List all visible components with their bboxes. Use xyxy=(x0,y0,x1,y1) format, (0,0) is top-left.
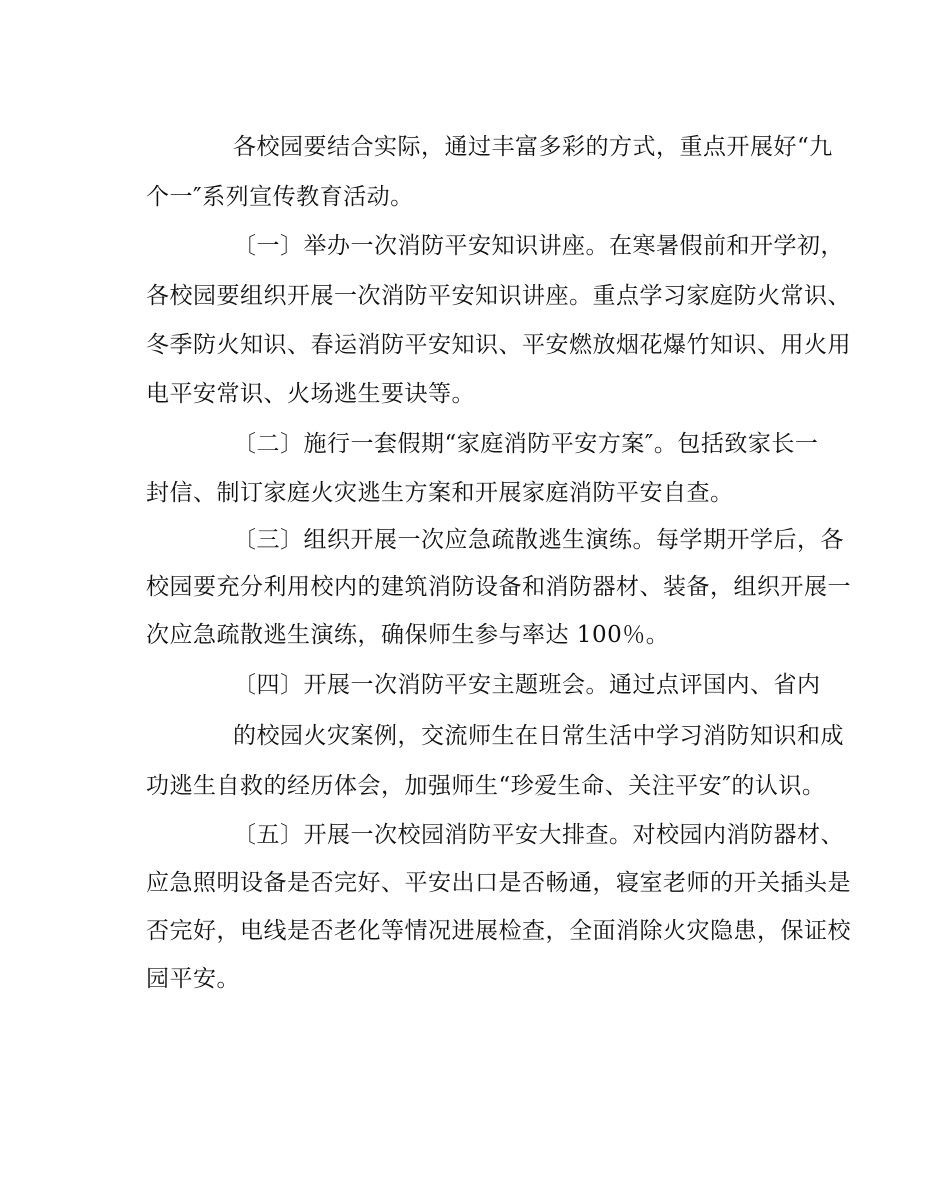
text-line-14: 功逃生自救的经历体会，加强师生“珍爱生命、关注平安″的认识。 xyxy=(146,773,826,799)
text-line-7: 〔二〕施行一套假期“家庭消防平安方案″。包括致家长一 xyxy=(233,431,819,457)
text-line-5: 冬季防火知识、春运消防平安知识、平安燃放烟花爆竹知识、用火用 xyxy=(146,332,851,358)
text-line-2: 个一″系列宣传教育活动。 xyxy=(146,184,414,210)
text-line-6: 电平安常识、火场逃生要诀等。 xyxy=(146,381,475,407)
text-line-12: 〔四〕开展一次消防平安主题班会。通过点评国内、省内 xyxy=(233,672,821,698)
text-line-15: 〔五〕开展一次校园消防平安大排查。对校园内消防器材、 xyxy=(233,822,844,848)
text-line-8: 封信、制订家庭火灾逃生方案和开展家庭消防平安自查。 xyxy=(146,480,734,506)
text-line-1: 各校园要结合实际，通过丰富多彩的方式，重点开展好“九 xyxy=(233,134,833,160)
text-line-11: 次应急疏散逃生演练，确保师生参与率达 100％。 xyxy=(146,622,670,648)
text-line-3: 〔一〕举办一次消防平安知识讲座。在寒暑假前和开学初， xyxy=(233,233,844,259)
text-line-4: 各校园要组织开展一次消防平安知识讲座。重点学习家庭防火常识、 xyxy=(146,283,851,309)
text-line-16: 应急照明设备是否完好、平安出口是否畅通，寝室老师的开关插头是 xyxy=(146,870,851,896)
text-line-9: 〔三〕组织开展一次应急疏散逃生演练。每学期开学后，各 xyxy=(233,527,844,553)
text-line-13: 的校园火灾案例，交流师生在日常生活中学习消防知识和成 xyxy=(233,723,844,749)
text-line-10: 校园要充分利用校内的建筑消防设备和消防器材、装备，组织开展一 xyxy=(146,574,851,600)
text-line-18: 园平安。 xyxy=(146,966,240,992)
text-line-17: 否完好，电线是否老化等情况进展检查，全面消除火灾隐患，保证校 xyxy=(146,918,851,944)
